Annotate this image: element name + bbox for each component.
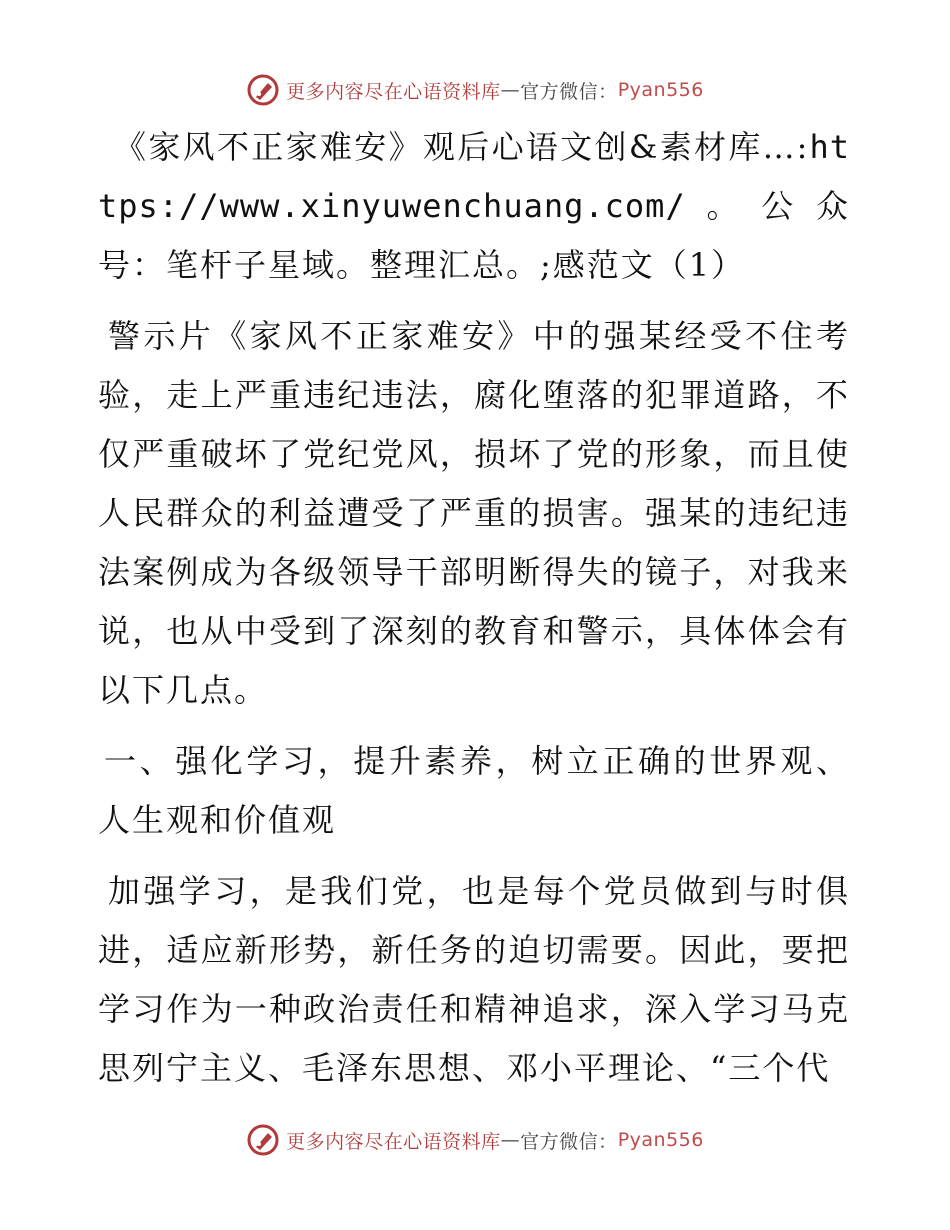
body-paragraph-1: 警示片《家风不正家难安》中的强某经受不住考验，走上严重违纪违法，腐化堕落的犯罪道路，不仅严重破坏了党纪党风，损坏了党的形象，而且使人民群众的利益遭受了严重的损害。强某的违纪违法案例成为各级领导干部明断得失的镜子，对我来说，也从中受到了深刻的教育和警示，具体体会有以下几点。 <box>98 317 850 709</box>
intro-rest: 。公众号：笔杆子星域。整理汇总。;感范文（1） <box>98 187 850 284</box>
body-paragraph-2: 加强学习，是我们党，也是每个党员做到与时俱进，适应新形势，新任务的迫切需要。因此，要把学习作为一种政治责任和精神追求，深入学习马克思列宁主义、毛泽东思想、邓小平理论、“三个代 <box>98 872 850 1087</box>
intro-title: 《家风不正家难安》观后心语文创&素材库…: <box>114 128 810 166</box>
section-heading-1: 一、强化学习，提升素养，树立正确的世界观、人生观和价值观 <box>98 742 850 839</box>
watermark-text: 更多内容尽在心语资料库 <box>286 1130 501 1153</box>
footer-watermark <box>0 1120 950 1160</box>
watermark-text: 更多内容尽在心语资料库 <box>286 80 501 103</box>
document-body <box>98 118 850 1098</box>
watermark-wechat-id: Pyan556 <box>617 1129 704 1151</box>
watermark-label: 官方微信： <box>520 1130 618 1153</box>
watermark-separator: — <box>500 79 521 101</box>
pen-nib-icon <box>246 1123 280 1157</box>
intro-paragraph <box>98 118 850 295</box>
watermark-wechat-id: Pyan556 <box>617 79 704 101</box>
intro-url: https://www.xinyuwenchuang.com/ <box>98 128 850 225</box>
header-watermark <box>0 70 950 110</box>
watermark-label: 官方微信： <box>520 80 618 103</box>
pen-nib-icon <box>246 73 280 107</box>
watermark-separator: — <box>500 1129 521 1151</box>
